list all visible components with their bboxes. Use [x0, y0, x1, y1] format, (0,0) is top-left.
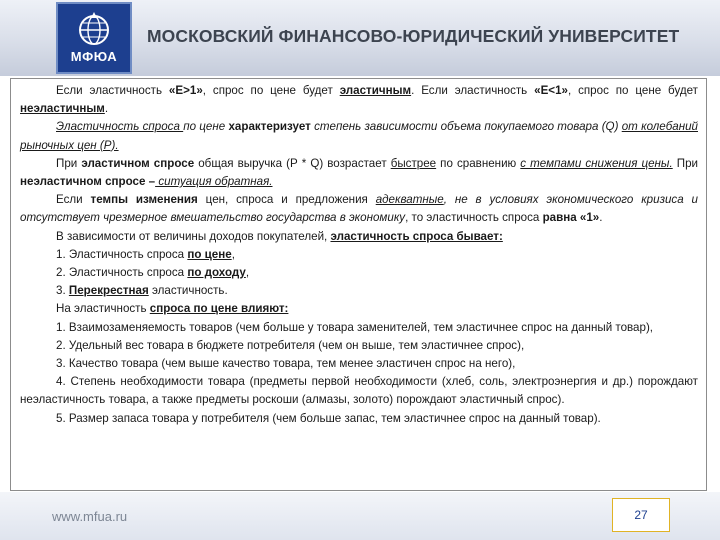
logo-text: МФЮА	[70, 49, 118, 64]
text: Перекрестная	[68, 284, 149, 298]
text: с темпами снижения цены.	[520, 156, 673, 170]
university-logo[interactable]	[56, 2, 132, 74]
header-bar	[0, 0, 720, 76]
text: 2. Эластичность спроса	[56, 266, 188, 280]
text: В зависимости от величины доходов покупателей,	[56, 229, 331, 243]
text: равна «1»	[542, 211, 600, 225]
text: При	[672, 156, 699, 170]
text: от колебаний рыночных цен (Р).	[20, 120, 698, 152]
text: адекватные	[375, 193, 444, 207]
text: , спрос по цене будет	[567, 84, 698, 97]
page-number: 27	[612, 498, 670, 532]
text: эластичным	[339, 84, 412, 97]
text: характеризует	[228, 120, 311, 134]
text: , не в условиях экономического кризиса и отсутствует чрезмерное вмешательство государства в экономику	[20, 193, 698, 225]
paragraph-types-intro	[20, 228, 698, 246]
text: , спрос по цене будет	[202, 84, 340, 97]
text: «Е<1»	[534, 84, 568, 97]
text: Эластичность спроса	[56, 120, 184, 134]
text: цен, спроса и предложения	[197, 193, 376, 207]
text: быстрее	[390, 156, 437, 170]
paragraph-revenue	[20, 155, 698, 191]
text: ,	[245, 266, 250, 280]
logo-emblem-icon	[68, 10, 120, 46]
text: ситуация обратная.	[155, 175, 273, 189]
text: При	[56, 156, 82, 170]
list-item	[20, 246, 698, 264]
slide-content	[10, 78, 707, 491]
paragraph-price-elasticity	[20, 118, 698, 154]
text: темпы изменения	[90, 193, 198, 207]
text: по цене	[183, 120, 229, 134]
text: по цене	[187, 247, 232, 261]
text: по доходу	[187, 266, 246, 280]
text: по сравнению	[436, 156, 521, 170]
text: эластичность спроса бывает:	[330, 229, 503, 243]
text: Если эластичность	[56, 84, 169, 97]
list-item	[20, 282, 698, 300]
text: неэластичным	[20, 102, 105, 116]
text: общая выручка (Р * Q) возрастает	[194, 156, 391, 170]
text: , то эластичность спроса	[405, 211, 543, 225]
list-item	[20, 264, 698, 282]
text: эластичность.	[148, 284, 228, 298]
text: спроса по цене влияют:	[149, 302, 289, 316]
text: 3.	[56, 284, 69, 298]
text: На эластичность	[56, 302, 150, 316]
list-item: 4. Степень необходимости товара (предметы первой необходимости (хлеб, соль, электроэнергия и др.) порождают неэластичность товара, а также предметы роскоши (алмазы, золото) порождают эластичный спрос).	[20, 375, 698, 407]
text: Если	[56, 193, 91, 207]
paragraph-elasticity-definition	[20, 82, 698, 118]
paragraph-unit-elasticity	[20, 191, 698, 227]
text: эластичном спросе	[81, 156, 195, 170]
website-link[interactable]: www.mfua.ru	[52, 509, 128, 524]
list-item: 2. Удельный вес товара в бюджете потребителя (чем он выше, тем эластичнее спрос),	[56, 338, 525, 352]
list-item: 1. Взаимозаменяемость товаров (чем больше у товара заменителей, тем эластичнее спрос на данный товар),	[56, 320, 654, 334]
text: «Е>1»	[168, 84, 203, 97]
text: .	[104, 102, 109, 116]
university-title: МОСКОВСКИЙ ФИНАНСОВО-ЮРИДИЧЕСКИЙ УНИВЕРСИТЕТ	[147, 26, 680, 46]
list-item: 3. Качество товара (чем выше качество товара, тем менее эластичен спрос на него),	[56, 357, 516, 371]
text: ,	[231, 247, 235, 261]
paragraph-factors-intro	[20, 300, 698, 318]
text: . Если эластичность	[411, 84, 535, 97]
text: 1. Эластичность спроса	[56, 247, 188, 261]
text: неэластичном спросе –	[20, 175, 156, 189]
text: степень зависимости объема покупаемого товара (Q)	[310, 120, 622, 134]
text: .	[599, 211, 603, 225]
list-item: 5. Размер запаса товара у потребителя (чем больше запас, тем эластичнее спрос на данный товар).	[56, 411, 601, 425]
